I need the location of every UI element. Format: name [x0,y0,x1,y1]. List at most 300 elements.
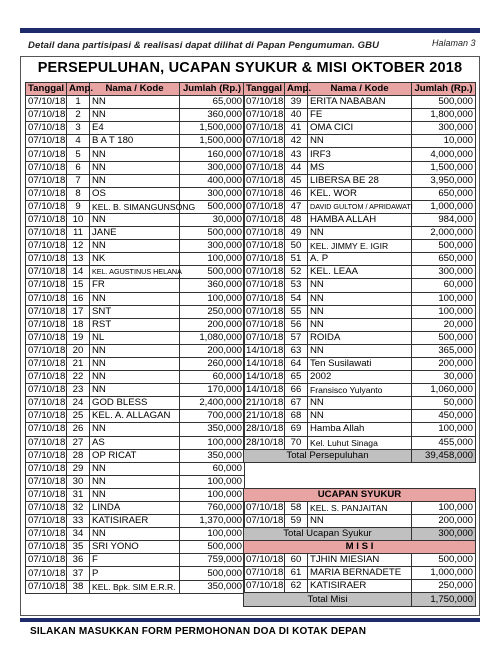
amp-cell: 48 [285,213,308,226]
table-row [26,266,245,279]
name-cell: NN [308,279,412,292]
table-row [26,554,245,567]
col-amount: Jumlah (Rp.) [412,83,476,96]
date-cell: 21/10/18 [244,397,285,410]
amp-cell: 45 [285,174,308,187]
date-cell: 07/10/18 [26,475,67,488]
amount-cell: 1,000,000 [412,567,476,580]
amount-cell: 200,000 [180,318,245,331]
amount-cell: 500,000 [180,567,245,580]
amp-cell: 60 [285,554,308,567]
amp-cell: 38 [67,580,90,593]
name-cell: NN [90,148,180,161]
date-cell: 07/10/18 [244,253,285,266]
amp-cell: 56 [285,318,308,331]
amp-cell: 50 [285,240,308,253]
left-header-row [26,83,245,96]
table-row [244,567,476,580]
date-cell: 07/10/18 [26,580,67,593]
name-cell: B A T 180 [90,135,180,148]
table-row [26,200,245,213]
name-cell: NN [90,488,180,501]
name-cell: NN [308,397,412,410]
table-row [26,161,245,174]
amp-cell: 16 [67,292,90,305]
table-row [244,580,476,593]
table-row [26,541,245,554]
amount-cell: 360,000 [180,279,245,292]
name-cell: NN [308,135,412,148]
name-cell: LIBERSA BE 28 [308,174,412,187]
date-cell: 07/10/18 [26,122,67,135]
amp-cell: 7 [67,174,90,187]
name-cell: HAMBA ALLAH [308,213,412,226]
table-row [244,554,476,567]
amp-cell: 55 [285,305,308,318]
table-row [26,135,245,148]
right-header-row [244,83,476,96]
date-cell: 07/10/18 [244,174,285,187]
table-row [244,501,476,514]
amount-cell: 500,000 [180,541,245,554]
amp-cell: 51 [285,253,308,266]
table-row [26,397,245,410]
col-date: Tanggal [244,83,285,96]
amount-cell: 100,000 [180,292,245,305]
table-row [244,266,476,279]
date-cell: 07/10/18 [244,148,285,161]
amount-cell: 1,500,000 [412,161,476,174]
amp-cell: 39 [285,96,308,109]
amp-cell: 52 [285,266,308,279]
amount-cell: 350,000 [180,449,245,462]
amount-cell: 100,000 [180,475,245,488]
name-cell: NN [90,96,180,109]
date-cell: 07/10/18 [26,187,67,200]
right-table [243,82,476,607]
section-heading: UCAPAN SYUKUR [244,488,476,501]
name-cell: Fransisco Yulyanto [308,384,412,397]
amp-cell: 62 [285,580,308,593]
name-cell: NN [90,475,180,488]
table-row [26,253,245,266]
table-row [26,240,245,253]
date-cell: 07/10/18 [26,436,67,449]
table-row [26,318,245,331]
table-row [26,462,245,475]
amount-cell: 1,080,000 [180,331,245,344]
amount-cell: 350,000 [180,423,245,436]
amount-cell: 20,000 [412,318,476,331]
name-cell: NN [90,109,180,122]
amount-cell: 200,000 [180,344,245,357]
amount-cell: 500,000 [412,96,476,109]
date-cell: 07/10/18 [26,423,67,436]
date-cell: 07/10/18 [26,331,67,344]
table-row [26,331,245,344]
amp-cell: 27 [67,436,90,449]
name-cell: NN [308,514,412,527]
amount-cell: 10,000 [412,135,476,148]
amp-cell: 21 [67,357,90,370]
amount-cell: 1,500,000 [180,122,245,135]
name-cell: OP RICAT [90,449,180,462]
name-cell: KEL. WOR [308,187,412,200]
amount-cell: 170,000 [180,384,245,397]
name-cell: GOD BLESS [90,397,180,410]
date-cell: 07/10/18 [26,384,67,397]
table-row [244,344,476,357]
date-cell: 07/10/18 [244,501,285,514]
date-cell: 07/10/18 [244,227,285,240]
table-row [244,200,476,213]
name-cell: SRI YONO [90,541,180,554]
amount-cell: 100,000 [180,253,245,266]
name-cell: NN [308,344,412,357]
table-row [26,292,245,305]
amount-cell: 500,000 [412,554,476,567]
left-table [25,82,245,594]
table-row [26,357,245,370]
table-row [244,397,476,410]
name-cell: KEL. Bpk. SIM E.R.R. [90,580,180,593]
amp-cell: 66 [285,384,308,397]
name-cell: NN [90,528,180,541]
table-row [244,213,476,226]
amount-cell: 100,000 [412,305,476,318]
date-cell: 07/10/18 [26,292,67,305]
date-cell: 07/10/18 [26,502,67,515]
date-cell: 07/10/18 [26,279,67,292]
total-persepuluhan-row [244,449,476,462]
amp-cell: 41 [285,122,308,135]
name-cell: KEL. S. PANJAITAN [308,501,412,514]
spacer-row [244,462,476,488]
name-cell: KATISIRAER [90,515,180,528]
date-cell: 07/10/18 [244,331,285,344]
amp-cell: 25 [67,410,90,423]
name-cell: KEL. JIMMY E. IGIR [308,240,412,253]
amp-cell: 6 [67,161,90,174]
amp-cell: 10 [67,213,90,226]
amount-cell: 160,000 [180,148,245,161]
amp-cell: 23 [67,384,90,397]
name-cell: KEL. LEAA [308,266,412,279]
date-cell: 07/10/18 [244,187,285,200]
amount-cell: 250,000 [180,305,245,318]
name-cell: FR [90,279,180,292]
amount-cell: 2,000,000 [412,227,476,240]
amount-cell: 650,000 [412,253,476,266]
amp-cell: 4 [67,135,90,148]
bottom-bar [20,618,480,622]
date-cell: 07/10/18 [244,580,285,593]
date-cell: 07/10/18 [244,305,285,318]
amount-cell: 100,000 [180,436,245,449]
table-row [244,253,476,266]
amp-cell: 37 [67,567,90,580]
amount-cell: 1,800,000 [412,109,476,122]
col-date: Tanggal [26,83,67,96]
name-cell: LINDA [90,502,180,515]
amount-cell: 500,000 [180,200,245,213]
date-cell: 07/10/18 [244,554,285,567]
name-cell: 2002 [308,371,412,384]
name-cell: NN [90,161,180,174]
amount-cell: 100,000 [180,528,245,541]
name-cell: NN [90,357,180,370]
total-misi-row [244,593,476,606]
section-heading: M I S I [244,541,476,554]
date-cell: 14/10/18 [244,384,285,397]
name-cell: NN [308,318,412,331]
amp-cell: 61 [285,567,308,580]
date-cell: 07/10/18 [244,279,285,292]
amp-cell: 9 [67,200,90,213]
amount-cell: 60,000 [180,371,245,384]
table-row [244,318,476,331]
name-cell: IRF3 [308,148,412,161]
date-cell: 07/10/18 [26,371,67,384]
name-cell: NN [90,344,180,357]
amount-cell: 100,000 [412,501,476,514]
amount-cell: 65,000 [180,96,245,109]
amount-cell: 100,000 [180,488,245,501]
table-row [244,514,476,527]
amount-cell: 1,500,000 [180,135,245,148]
name-cell: Kel. Luhut Sinaga [308,436,412,449]
amount-cell: 700,000 [180,410,245,423]
name-cell: P [90,567,180,580]
name-cell: FE [308,109,412,122]
amp-cell: 70 [285,436,308,449]
date-cell: 07/10/18 [26,213,67,226]
date-cell: 07/10/18 [26,161,67,174]
date-cell: 07/10/18 [26,305,67,318]
page-title: PERSEPULUHAN, UCAPAN SYUKUR & MISI OKTOBER 2018 [37,60,463,76]
amount-cell: 500,000 [412,331,476,344]
date-cell: 07/10/18 [244,161,285,174]
name-cell: NN [90,371,180,384]
date-cell: 07/10/18 [26,135,67,148]
table-row [26,305,245,318]
name-cell: NN [308,305,412,318]
date-cell: 07/10/18 [26,148,67,161]
name-cell: DAVID GULTOM / APRIDAWATI [308,200,412,213]
total-label: Total Misi [244,593,412,606]
date-cell: 07/10/18 [26,227,67,240]
date-cell: 07/10/18 [244,200,285,213]
table-row [26,187,245,200]
amount-cell: 2,400,000 [180,397,245,410]
date-cell: 07/10/18 [26,515,67,528]
amount-cell: 360,000 [180,109,245,122]
date-cell: 07/10/18 [26,449,67,462]
name-cell: E4 [90,122,180,135]
date-cell: 07/10/18 [26,541,67,554]
table-row [26,213,245,226]
table-row [244,423,476,436]
amp-cell: 31 [67,488,90,501]
col-name: Nama / Kode [308,83,412,96]
header-note: Detail dana partisipasi & realisasi dapat dilihat di Papan Pengumuman. GBU [28,40,380,51]
date-cell: 07/10/18 [26,567,67,580]
amount-cell: 400,000 [180,174,245,187]
amount-cell: 300,000 [180,161,245,174]
col-name: Nama / Kode [90,83,180,96]
footer-note: SILAKAN MASUKKAN FORM PERMOHONAN DOA DI KOTAK DEPAN [30,626,367,637]
date-cell: 07/10/18 [26,554,67,567]
amp-cell: 36 [67,554,90,567]
table-row [244,292,476,305]
table-row [26,109,245,122]
page-number: Halaman 3 [432,38,476,48]
date-cell: 14/10/18 [244,344,285,357]
amount-cell: 500,000 [180,266,245,279]
amp-cell: 2 [67,109,90,122]
amp-cell: 57 [285,331,308,344]
amp-cell: 28 [67,449,90,462]
amount-cell: 500,000 [412,240,476,253]
amp-cell: 15 [67,279,90,292]
name-cell: TJHIN MIESIAN [308,554,412,567]
name-cell: NN [90,174,180,187]
amount-cell: 60,000 [412,279,476,292]
amp-cell: 53 [285,279,308,292]
amp-cell: 47 [285,200,308,213]
amp-cell: 42 [285,135,308,148]
amount-cell: 200,000 [412,357,476,370]
amp-cell: 8 [67,187,90,200]
name-cell: ROIDA [308,331,412,344]
table-row [244,187,476,200]
name-cell: KATISIRAER [308,580,412,593]
name-cell: NK [90,253,180,266]
table-row [26,475,245,488]
amp-cell: 35 [67,541,90,554]
date-cell: 07/10/18 [244,213,285,226]
table-row [244,371,476,384]
table-row [244,305,476,318]
date-cell: 07/10/18 [244,122,285,135]
name-cell: NN [90,462,180,475]
date-cell: 07/10/18 [26,344,67,357]
table-row [244,227,476,240]
name-cell: NN [308,410,412,423]
name-cell: JANE [90,227,180,240]
name-cell: SNT [90,305,180,318]
amount-cell: 200,000 [412,514,476,527]
table-row [26,174,245,187]
table-row [26,122,245,135]
table-row [244,331,476,344]
table-row [26,449,245,462]
amount-cell: 759,000 [180,554,245,567]
date-cell: 07/10/18 [26,318,67,331]
amp-cell: 30 [67,475,90,488]
name-cell: Ten Susilawati [308,357,412,370]
amp-cell: 43 [285,148,308,161]
amp-cell: 32 [67,502,90,515]
amp-cell: 65 [285,371,308,384]
amp-cell: 19 [67,331,90,344]
date-cell: 28/10/18 [244,423,285,436]
date-cell: 07/10/18 [26,96,67,109]
amp-cell: 34 [67,528,90,541]
name-cell: NN [90,384,180,397]
date-cell: 07/10/18 [26,357,67,370]
table-row [26,423,245,436]
name-cell: NN [90,213,180,226]
date-cell: 07/10/18 [26,174,67,187]
total-ucapan-syukur-row [244,528,476,541]
ucapan-syukur-heading [244,488,476,501]
name-cell: NN [90,292,180,305]
col-amount: Jumlah (Rp.) [180,83,245,96]
name-cell: A. P [308,253,412,266]
amp-cell: 49 [285,227,308,240]
name-cell: AS [90,436,180,449]
table-row [26,96,245,109]
amp-cell: 22 [67,371,90,384]
table-row [244,436,476,449]
table-row [244,109,476,122]
amount-cell: 30,000 [412,371,476,384]
name-cell: KEL. B. SIMANGUNSONG [90,200,180,213]
table-row [244,410,476,423]
amp-cell: 63 [285,344,308,357]
name-cell: NN [308,292,412,305]
table-row [26,279,245,292]
top-bar [20,28,480,33]
table-row [244,96,476,109]
amount-cell: 50,000 [412,397,476,410]
misi-heading [244,541,476,554]
date-cell: 07/10/18 [26,410,67,423]
amp-cell: 11 [67,227,90,240]
table-row [244,240,476,253]
table-row [26,502,245,515]
amp-cell: 44 [285,161,308,174]
name-cell: OMA CICI [308,122,412,135]
name-cell: KEL. A. ALLAGAN [90,410,180,423]
table-row [26,371,245,384]
amp-cell: 12 [67,240,90,253]
date-cell: 28/10/18 [244,436,285,449]
date-cell: 07/10/18 [26,397,67,410]
amount-cell: 650,000 [412,187,476,200]
date-cell: 07/10/18 [244,96,285,109]
date-cell: 07/10/18 [26,109,67,122]
total-amount: 39,458,000 [412,449,476,462]
date-cell: 14/10/18 [244,371,285,384]
amp-cell: 59 [285,514,308,527]
amp-cell: 14 [67,266,90,279]
name-cell: MARIA BERNADETE [308,567,412,580]
amount-cell: 365,000 [412,344,476,357]
amp-cell: 13 [67,253,90,266]
amp-cell: 20 [67,344,90,357]
table-row [26,344,245,357]
date-cell: 07/10/18 [244,318,285,331]
date-cell: 07/10/18 [244,135,285,148]
amount-cell: 300,000 [412,266,476,279]
amount-cell: 350,000 [180,580,245,593]
table-row [244,279,476,292]
name-cell: KEL. AGUSTINUS HELANA [90,266,180,279]
name-cell: ERITA NABABAN [308,96,412,109]
amp-cell: 26 [67,423,90,436]
